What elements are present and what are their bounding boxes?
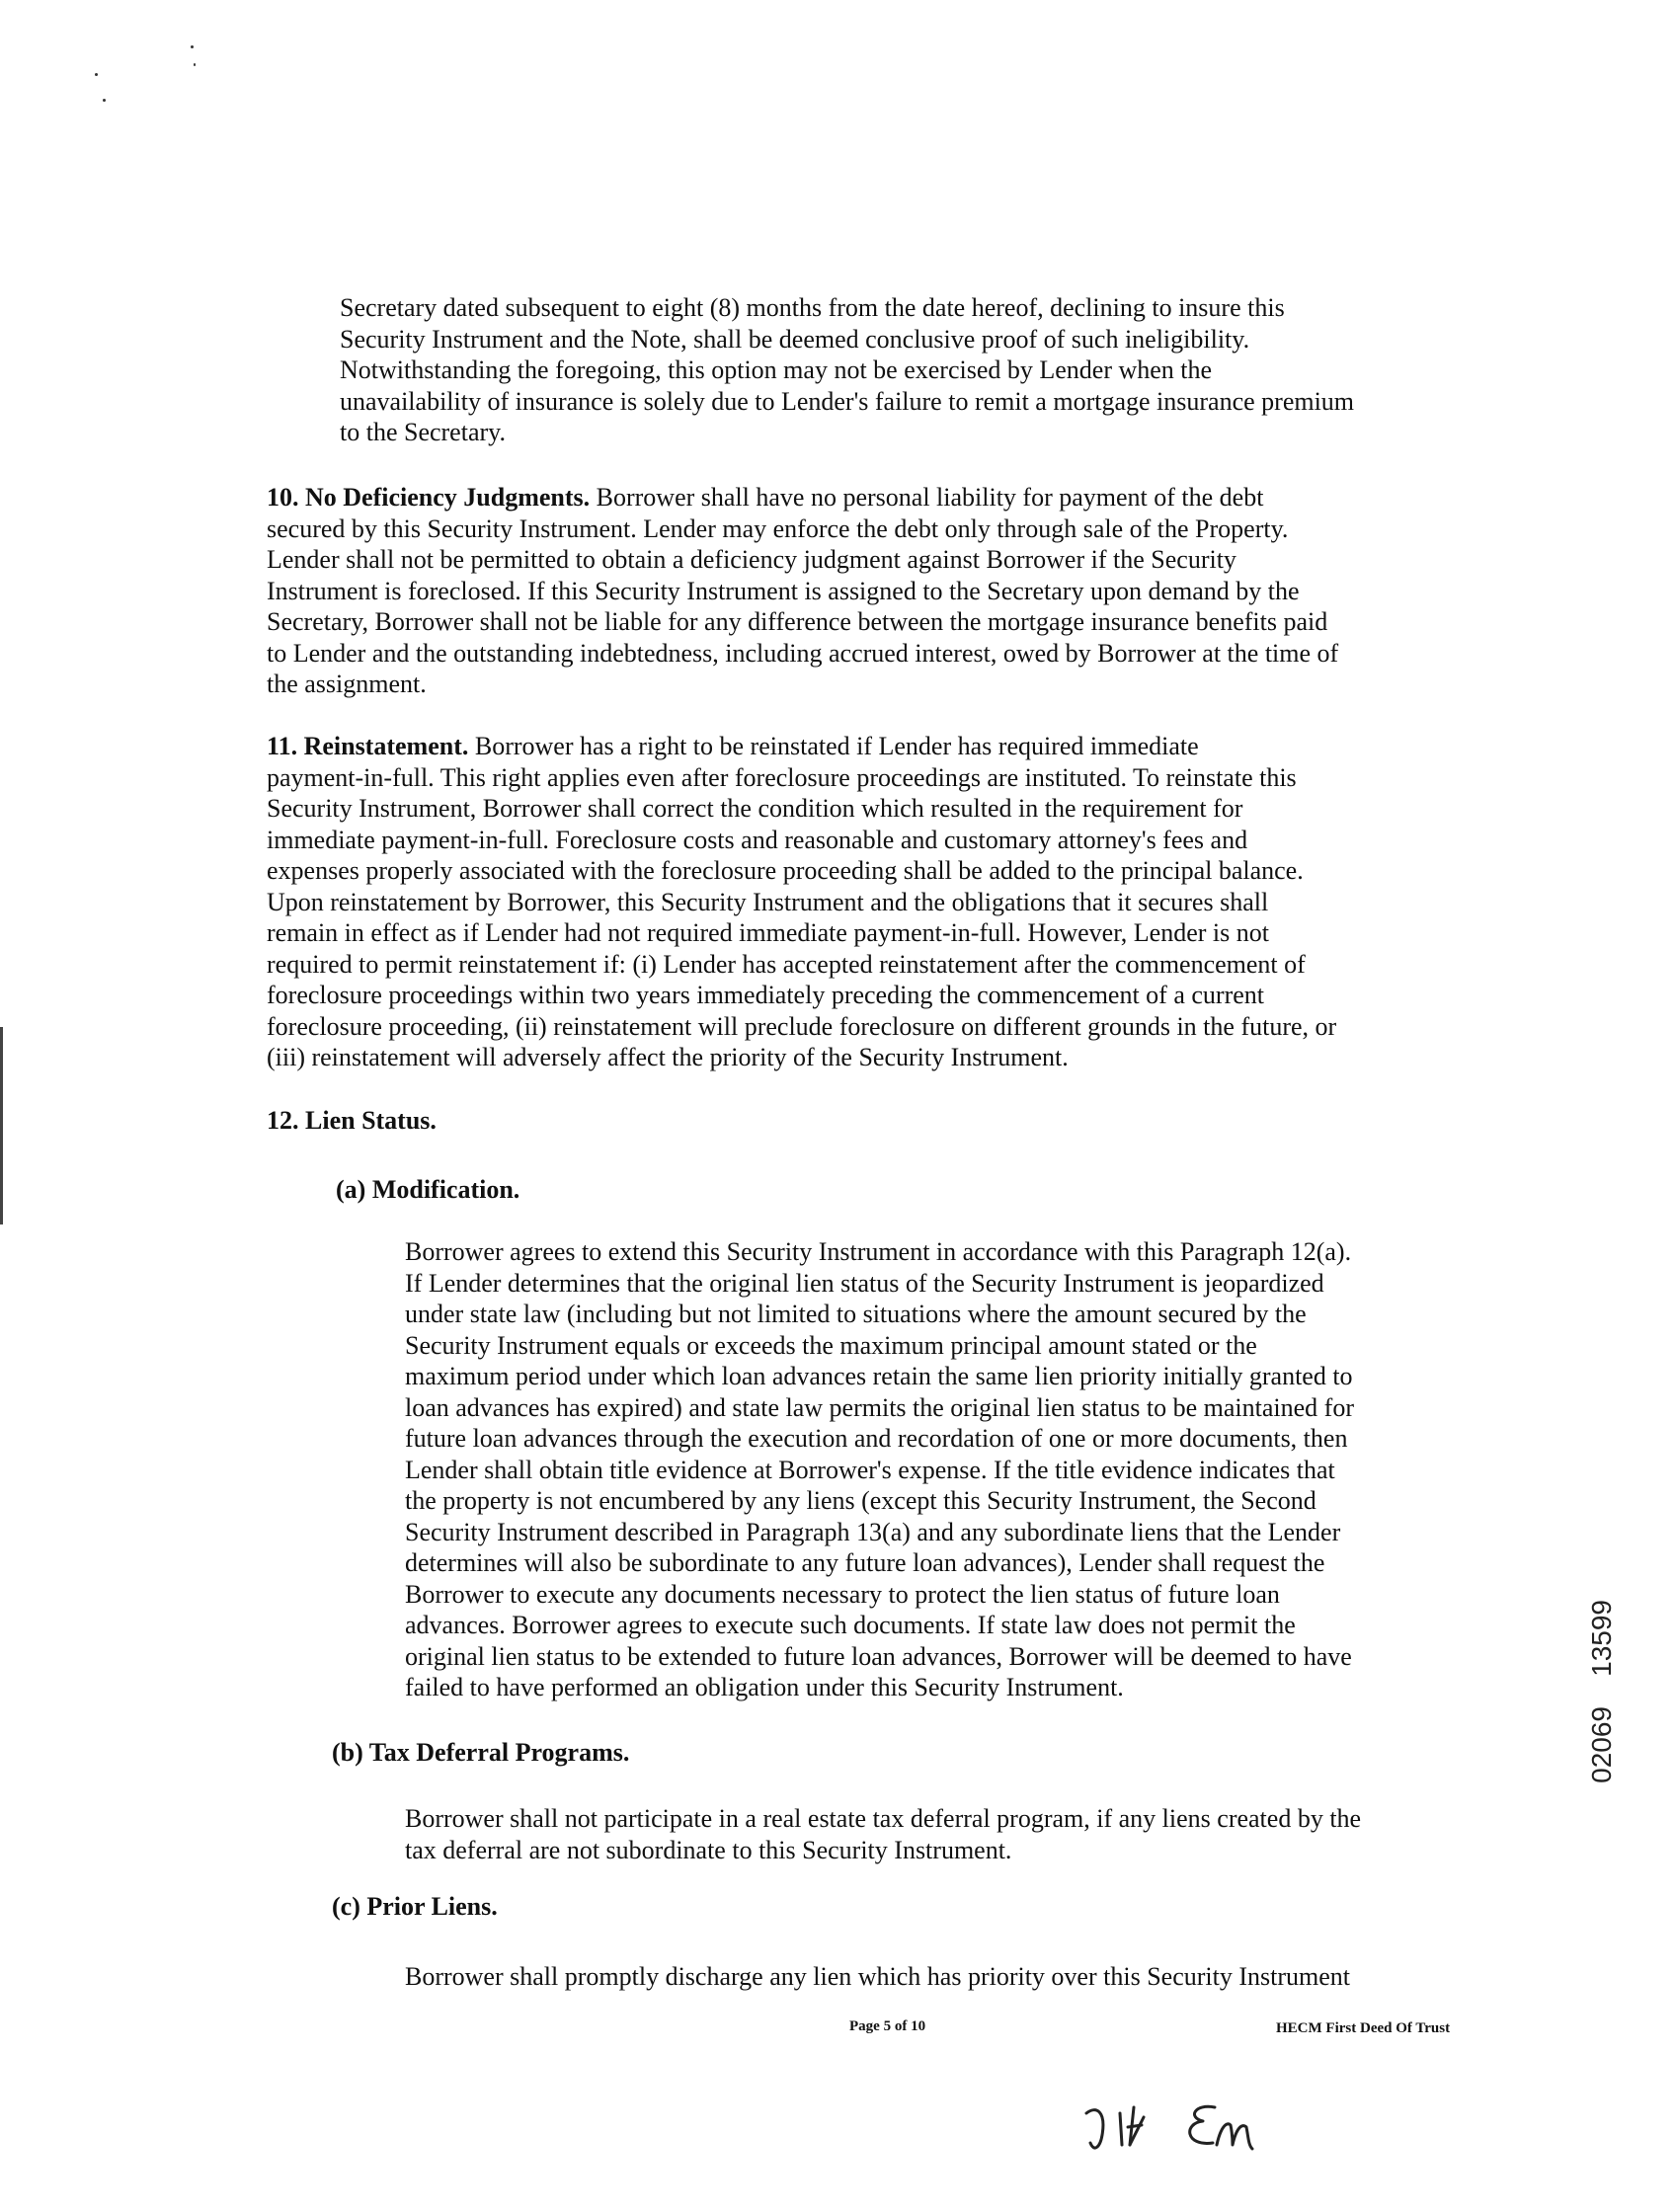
text-line: foreclosure proceeding, (ii) reinstatement will preclude foreclosure on different grounds in the future, or [267, 1011, 1337, 1041]
text-line: If Lender determines that the original lien status of the Security Instrument is jeopardized [405, 1268, 1324, 1298]
paragraph-10 [267, 482, 1432, 700]
text-line: Lender shall obtain title evidence at Borrower's expense. If the title evidence indicates that [405, 1455, 1335, 1484]
text-line: tax deferral are not subordinate to this Security Instrument. [405, 1835, 1012, 1864]
text-line: failed to have performed an obligation under this Security Instrument. [405, 1673, 1124, 1701]
page-number: Page 5 of 10 [849, 2018, 926, 2034]
text-line: Secretary dated subsequent to eight (8) months from the date hereof, declining to insure this [340, 293, 1285, 322]
text-fragment: Borrower has a right to be reinstated if Lender has required immediate [468, 732, 1199, 760]
text-line: Instrument is foreclosed. If this Security Instrument is assigned to the Secretary upon demand by the [267, 576, 1300, 605]
text-line: (iii) reinstatement will adversely affect the priority of the Security Instrument. [267, 1043, 1069, 1071]
text-line: Lender shall not be permitted to obtain a deficiency judgment against Borrower if the Security [267, 545, 1236, 574]
paragraph-12b [405, 1803, 1436, 1865]
text-line: payment-in-full. This right applies even after foreclosure proceedings are instituted. To reinstate this [267, 762, 1297, 792]
text-line: expenses properly associated with the foreclosure proceeding shall be added to the principal balance. [267, 856, 1304, 885]
subsection-heading-modification: (a) Modification. [336, 1175, 520, 1204]
scan-speck [191, 45, 194, 48]
text-fragment: Borrower shall have no personal liability for payment of the debt [590, 483, 1264, 512]
text-line: unavailability of insurance is solely due to Lender's failure to remit a mortgage insurance premium [340, 386, 1355, 416]
document-title: HECM First Deed Of Trust [1276, 2020, 1451, 2036]
text-line: Borrower shall promptly discharge any lien which has priority over this Security Instrument [405, 1962, 1350, 1991]
text-line [267, 731, 1432, 762]
section-heading: 10. No Deficiency Judgments. [267, 483, 591, 512]
text-line: determines will also be subordinate to any future loan advances), Lender shall request the [405, 1548, 1325, 1577]
text-line: the assignment. [267, 670, 427, 698]
scan-speck [103, 99, 106, 102]
paragraph-12c [405, 1961, 1436, 1993]
text-line: Borrower shall not participate in a real estate tax deferral program, if any liens created by the [405, 1804, 1362, 1833]
stamp-part-2: 02069 [1586, 1705, 1617, 1783]
section-heading: 11. Reinstatement. [267, 732, 469, 760]
scan-speck [194, 63, 196, 66]
paragraph-11 [267, 731, 1432, 1073]
text-line: to Lender and the outstanding indebtedness, including accrued interest, owed by Borrower at the time of [267, 638, 1339, 668]
text-line: Security Instrument, Borrower shall correct the condition which resulted in the requirement for [267, 794, 1243, 823]
paragraph-12a [405, 1236, 1436, 1703]
text-line: Borrower to execute any documents necessary to protect the lien status of future loan [405, 1579, 1280, 1609]
text-line: Upon reinstatement by Borrower, this Security Instrument and the obligations that it secures shall [267, 887, 1269, 916]
text-line: original lien status to be extended to future loan advances, Borrower will be deemed to have [405, 1641, 1352, 1671]
text-line: Security Instrument equals or exceeds the maximum principal amount stated or the [405, 1330, 1257, 1360]
text-line [267, 482, 1432, 514]
text-line: advances. Borrower agrees to execute such documents. If state law does not permit the [405, 1611, 1296, 1639]
handwritten-initials-signature [1077, 2084, 1314, 2182]
subsection-heading-tax-deferral: (b) Tax Deferral Programs. [332, 1738, 630, 1767]
text-line: loan advances has expired) and state law permits the original lien status to be maintained for [405, 1392, 1354, 1422]
scan-speck [95, 73, 98, 76]
text-line: the property is not encumbered by any liens (except this Security Instrument, the Second [405, 1486, 1316, 1515]
scan-edge-mark [0, 1027, 3, 1224]
text-line: immediate payment-in-full. Foreclosure costs and reasonable and customary attorney's fees and [267, 825, 1248, 854]
subsection-heading-prior-liens: (c) Prior Liens. [332, 1892, 498, 1921]
text-line: required to permit reinstatement if: (i) Lender has accepted reinstatement after the commencement of [267, 949, 1306, 979]
text-line: Secretary, Borrower shall not be liable for any difference between the mortgage insurance benefits paid [267, 607, 1328, 636]
stamp-part-1: 13599 [1586, 1600, 1617, 1677]
text-line: under state law (including but not limited to situations where the amount secured by the [405, 1300, 1307, 1328]
text-line: to the Secretary. [340, 418, 506, 446]
text-line: Notwithstanding the foregoing, this option may not be exercised by Lender when the [340, 356, 1213, 384]
text-line: future loan advances through the execution and recordation of one or more documents, then [405, 1424, 1348, 1453]
text-line: remain in effect as if Lender had not required immediate payment-in-full. However, Lender is not [267, 918, 1269, 947]
text-line: maximum period under which loan advances retain the same lien priority initially granted to [405, 1362, 1353, 1390]
text-line: secured by this Security Instrument. Lender may enforce the debt only through sale of the Property. [267, 514, 1289, 543]
recording-stamp-number [1582, 1600, 1622, 1783]
text-line: Security Instrument described in Paragraph 13(a) and any subordinate liens that the Lender [405, 1517, 1341, 1546]
text-line: Security Instrument and the Note, shall be deemed conclusive proof of such ineligibility. [340, 324, 1250, 354]
section-heading-lien-status: 12. Lien Status. [267, 1106, 437, 1135]
text-line: Borrower agrees to extend this Security Instrument in accordance with this Paragraph 12(a). [405, 1237, 1352, 1266]
text-line: foreclosure proceedings within two years immediately preceding the commencement of a current [267, 981, 1265, 1009]
paragraph-9-continuation [340, 292, 1432, 448]
